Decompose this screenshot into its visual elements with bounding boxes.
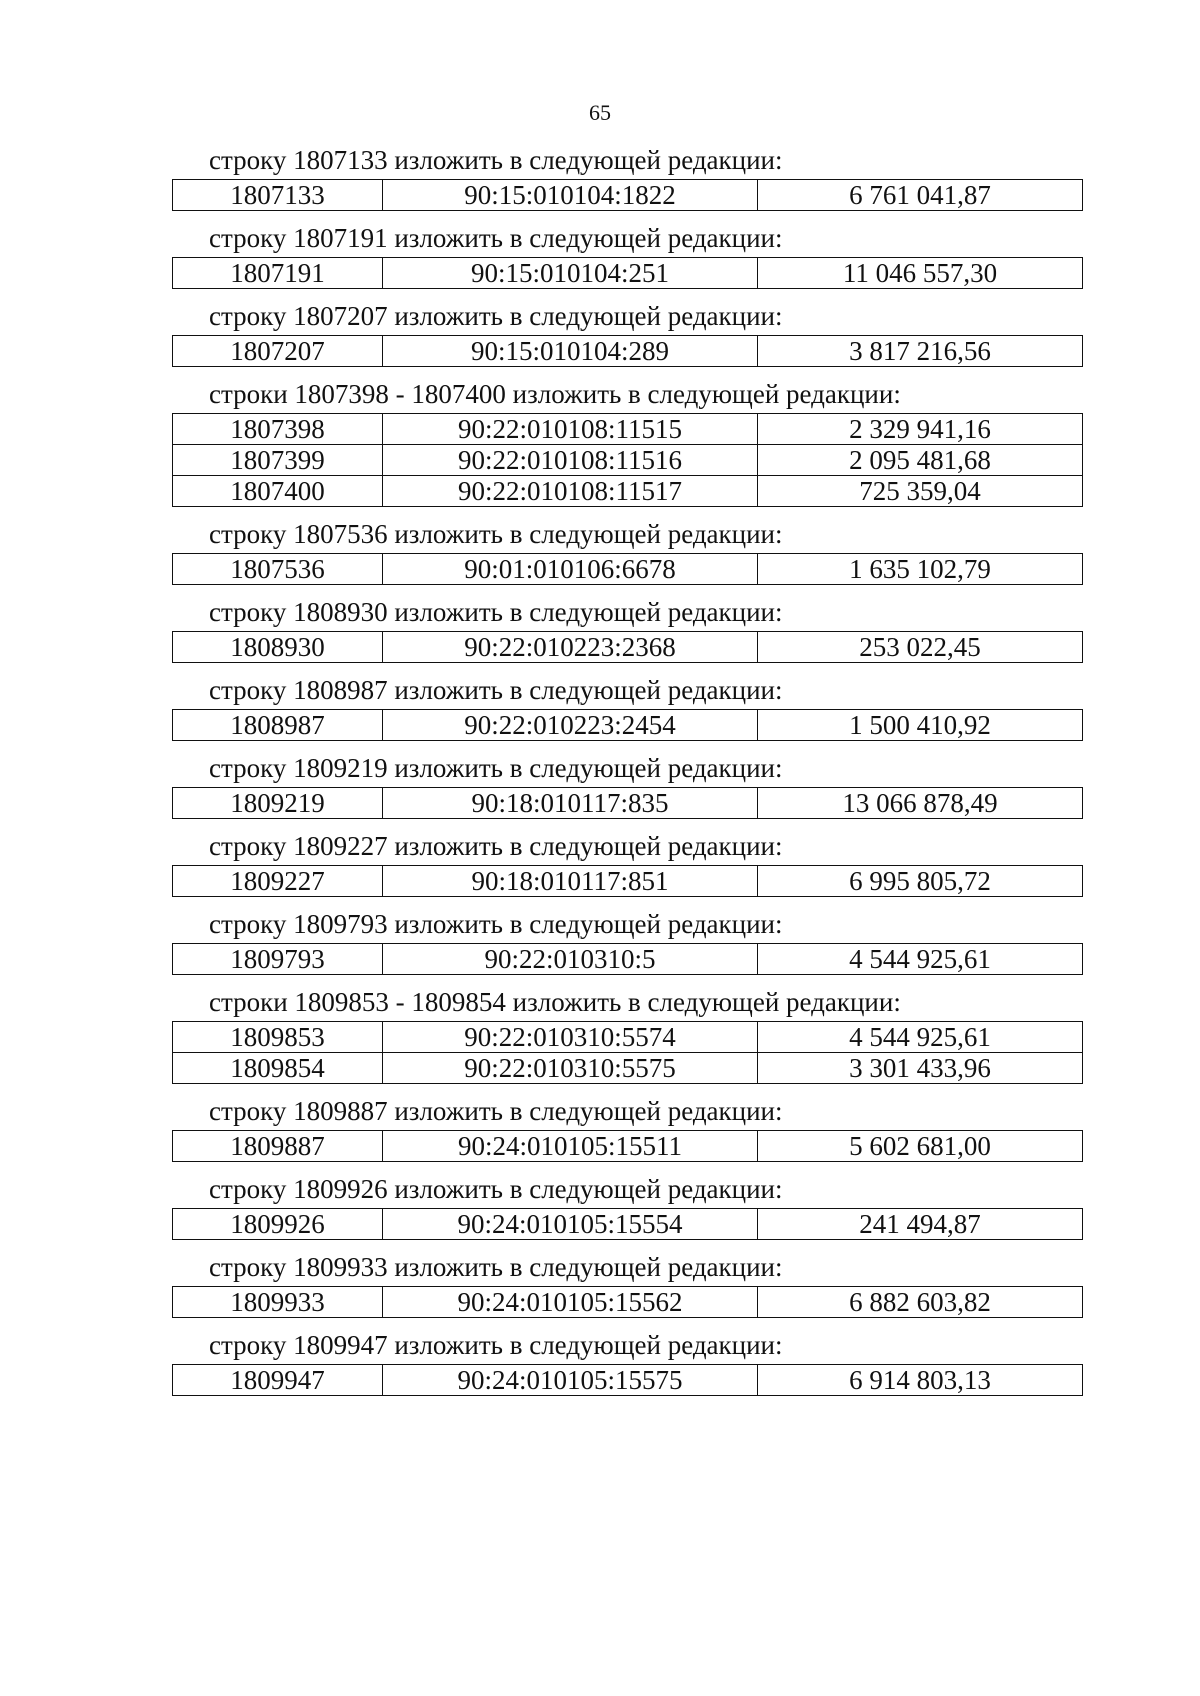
cadastral-number-cell: 90:22:010108:11517	[383, 476, 758, 507]
section-heading: строку 1807536 изложить в следующей редакции:	[209, 519, 783, 549]
cadastral-number-cell: 90:22:010223:2368	[383, 632, 758, 663]
row-number-cell: 1807207	[173, 336, 383, 367]
cadastral-number-cell: 90:22:010223:2454	[383, 710, 758, 741]
page-number: 65	[589, 100, 611, 125]
amendment-table	[172, 631, 1083, 663]
table-row	[173, 1022, 1083, 1053]
table-row	[173, 866, 1083, 897]
cadastral-value-cell: 6 995 805,72	[758, 866, 1083, 897]
cadastral-value-cell: 5 602 681,00	[758, 1131, 1083, 1162]
row-number-cell: 1809219	[173, 788, 383, 819]
table-row	[173, 1053, 1083, 1084]
amendment-table	[172, 257, 1083, 289]
amendment-table	[172, 1364, 1083, 1396]
amendment-table	[172, 413, 1083, 507]
cadastral-number-cell: 90:24:010105:15554	[383, 1209, 758, 1240]
cadastral-value-cell: 4 544 925,61	[758, 1022, 1083, 1053]
cadastral-value-cell: 2 095 481,68	[758, 445, 1083, 476]
section-heading: строку 1808987 изложить в следующей редакции:	[209, 675, 783, 705]
section-heading: строки 1809853 - 1809854 изложить в следующей редакции:	[209, 987, 901, 1017]
cadastral-value-cell: 1 635 102,79	[758, 554, 1083, 585]
row-number-cell: 1807398	[173, 414, 383, 445]
table-row	[173, 336, 1083, 367]
table-row	[173, 476, 1083, 507]
table-row	[173, 180, 1083, 211]
cadastral-value-cell: 13 066 878,49	[758, 788, 1083, 819]
table-row	[173, 632, 1083, 663]
amendment-table	[172, 1021, 1083, 1084]
section-heading: строку 1808930 изложить в следующей редакции:	[209, 597, 783, 627]
section-heading: строку 1807191 изложить в следующей редакции:	[209, 223, 783, 253]
amendment-table	[172, 865, 1083, 897]
table-row	[173, 554, 1083, 585]
cadastral-value-cell: 3 301 433,96	[758, 1053, 1083, 1084]
table-row	[173, 445, 1083, 476]
section-heading: строку 1807207 изложить в следующей редакции:	[209, 301, 783, 331]
cadastral-number-cell: 90:22:010310:5	[383, 944, 758, 975]
row-number-cell: 1809947	[173, 1365, 383, 1396]
cadastral-value-cell: 253 022,45	[758, 632, 1083, 663]
table-row	[173, 944, 1083, 975]
amendment-table	[172, 179, 1083, 211]
table-row	[173, 414, 1083, 445]
cadastral-number-cell: 90:15:010104:251	[383, 258, 758, 289]
cadastral-number-cell: 90:18:010117:851	[383, 866, 758, 897]
row-number-cell: 1809926	[173, 1209, 383, 1240]
row-number-cell: 1809933	[173, 1287, 383, 1318]
cadastral-value-cell: 1 500 410,92	[758, 710, 1083, 741]
cadastral-value-cell: 2 329 941,16	[758, 414, 1083, 445]
table-row	[173, 1365, 1083, 1396]
row-number-cell: 1808930	[173, 632, 383, 663]
row-number-cell: 1807536	[173, 554, 383, 585]
cadastral-number-cell: 90:22:010310:5575	[383, 1053, 758, 1084]
row-number-cell: 1809854	[173, 1053, 383, 1084]
amendment-table	[172, 1286, 1083, 1318]
table-row	[173, 788, 1083, 819]
cadastral-value-cell: 241 494,87	[758, 1209, 1083, 1240]
cadastral-value-cell: 725 359,04	[758, 476, 1083, 507]
amendment-table	[172, 709, 1083, 741]
row-number-cell: 1807400	[173, 476, 383, 507]
table-row	[173, 258, 1083, 289]
document-body	[172, 143, 1082, 1406]
row-number-cell: 1807191	[173, 258, 383, 289]
row-number-cell: 1808987	[173, 710, 383, 741]
section-heading: строку 1809933 изложить в следующей редакции:	[209, 1252, 783, 1282]
cadastral-number-cell: 90:15:010104:289	[383, 336, 758, 367]
section-heading: строки 1807398 - 1807400 изложить в следующей редакции:	[209, 379, 901, 409]
amendment-table	[172, 787, 1083, 819]
section-heading: строку 1809926 изложить в следующей редакции:	[209, 1174, 783, 1204]
row-number-cell: 1809887	[173, 1131, 383, 1162]
amendment-table	[172, 943, 1083, 975]
section-heading: строку 1809227 изложить в следующей редакции:	[209, 831, 783, 861]
cadastral-number-cell: 90:01:010106:6678	[383, 554, 758, 585]
section-heading: строку 1809219 изложить в следующей редакции:	[209, 753, 783, 783]
cadastral-number-cell: 90:24:010105:15511	[383, 1131, 758, 1162]
table-row	[173, 710, 1083, 741]
amendment-table	[172, 1130, 1083, 1162]
section-heading: строку 1809793 изложить в следующей редакции:	[209, 909, 783, 939]
table-row	[173, 1209, 1083, 1240]
section-heading: строку 1809887 изложить в следующей редакции:	[209, 1096, 783, 1126]
cadastral-value-cell: 6 761 041,87	[758, 180, 1083, 211]
row-number-cell: 1809227	[173, 866, 383, 897]
row-number-cell: 1809853	[173, 1022, 383, 1053]
cadastral-value-cell: 3 817 216,56	[758, 336, 1083, 367]
amendment-table	[172, 335, 1083, 367]
section-heading: строку 1807133 изложить в следующей редакции:	[209, 145, 783, 175]
cadastral-number-cell: 90:22:010310:5574	[383, 1022, 758, 1053]
cadastral-number-cell: 90:22:010108:11516	[383, 445, 758, 476]
cadastral-number-cell: 90:24:010105:15562	[383, 1287, 758, 1318]
cadastral-value-cell: 6 882 603,82	[758, 1287, 1083, 1318]
table-row	[173, 1131, 1083, 1162]
cadastral-number-cell: 90:24:010105:15575	[383, 1365, 758, 1396]
table-row	[173, 1287, 1083, 1318]
amendment-table	[172, 1208, 1083, 1240]
cadastral-value-cell: 6 914 803,13	[758, 1365, 1083, 1396]
cadastral-value-cell: 11 046 557,30	[758, 258, 1083, 289]
cadastral-value-cell: 4 544 925,61	[758, 944, 1083, 975]
cadastral-number-cell: 90:22:010108:11515	[383, 414, 758, 445]
row-number-cell: 1807133	[173, 180, 383, 211]
cadastral-number-cell: 90:18:010117:835	[383, 788, 758, 819]
row-number-cell: 1809793	[173, 944, 383, 975]
amendment-table	[172, 553, 1083, 585]
section-heading: строку 1809947 изложить в следующей редакции:	[209, 1330, 783, 1360]
cadastral-number-cell: 90:15:010104:1822	[383, 180, 758, 211]
row-number-cell: 1807399	[173, 445, 383, 476]
